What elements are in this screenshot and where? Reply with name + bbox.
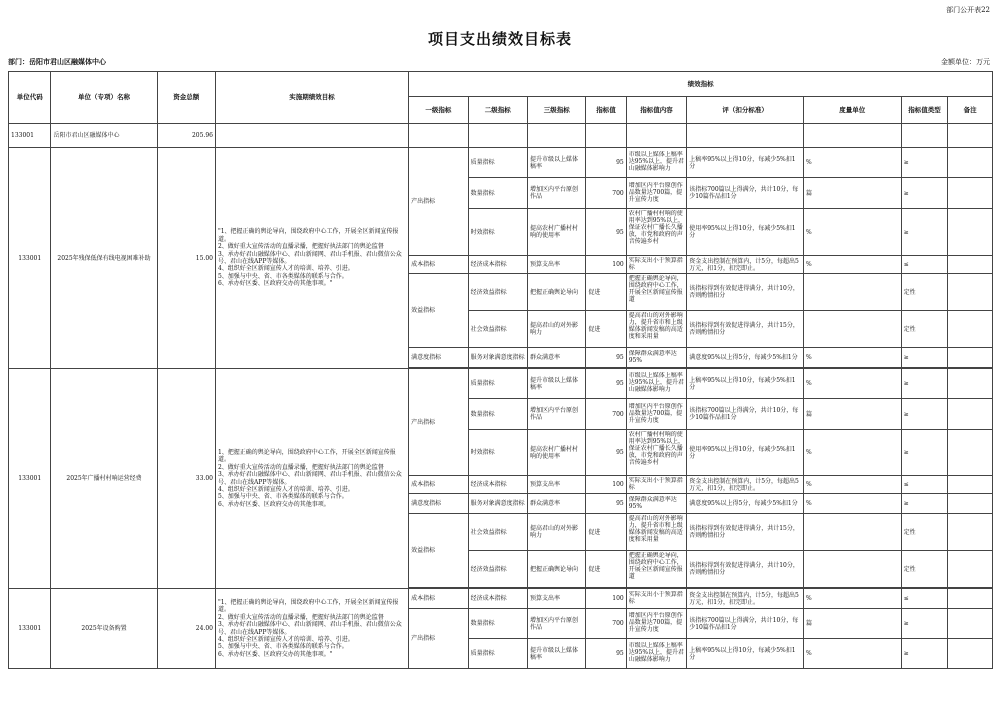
cell-val: 100: [586, 476, 626, 494]
performance-table: [8, 71, 993, 669]
cell-val: 促进: [586, 551, 626, 588]
cell-content: 增加区内平台原创作品数量达700篇，提升宣传力度: [628, 402, 683, 424]
cell-score: 该指标700篇以上得满分，共计10分，每少10篇作品扣1分: [687, 178, 804, 209]
cell-l3: 增加区内平台原创作品: [528, 399, 586, 430]
cell-measure: %: [803, 430, 901, 476]
cell-l2: 时效指标: [468, 430, 527, 476]
cell-content: 实际支出小于预算指标: [628, 257, 683, 271]
cell-name: 2025年广播村村响运营经费: [51, 369, 157, 589]
cell-val: 700: [586, 609, 626, 639]
cell-content: 市级以上媒体上稿率达95%以上，提升君山融媒体影响力: [628, 642, 685, 663]
cell-measure: [803, 514, 901, 551]
cell-l2: 服务对象满意度指标: [468, 494, 527, 514]
cell-vtype: ≥: [901, 209, 948, 256]
cell-l3: 群众满意率: [528, 494, 586, 514]
cell-content: 实际支出小于预算指标: [628, 477, 683, 491]
cell-l1: 成本指标: [409, 256, 468, 274]
cell-measure: %: [803, 348, 901, 368]
table-row: [9, 369, 993, 399]
cell-measure: [803, 274, 901, 311]
cell-score: 资金支出控制在预算内，计5分，每超出5万元，扣1分，扣完即止。: [687, 256, 804, 274]
cell-content: 实际支出小于预算指标: [628, 591, 683, 605]
cell-l1: 效益指标: [409, 274, 468, 348]
cell-l3: 预算支出率: [528, 256, 586, 274]
cell-l1: 成本指标: [409, 589, 468, 609]
cell-amount: 205.96: [157, 124, 215, 148]
cell-score: 资金支出控制在预算内，计5分，每超出5万元，扣1分，扣完即止。: [687, 476, 804, 494]
amount-unit-label: 金额单位：万元: [941, 58, 990, 66]
cell-measure: %: [803, 369, 901, 399]
cell-content: 把握正确舆论导向，围绕政府中心工作，开展全区新闻宣传报道: [628, 275, 683, 303]
cell-content: 市级以上媒体上稿率达95%以上，提升君山融媒体影响力: [628, 151, 685, 172]
cell-l2: 质量指标: [468, 369, 527, 399]
cell-val: 100: [586, 256, 626, 274]
cell-l1: 产出指标: [409, 148, 468, 256]
cell-val: 95: [586, 148, 626, 178]
col-impl: 实施期绩效目标: [215, 72, 408, 124]
col-note: 备注: [948, 97, 993, 124]
cell-l1: 产出指标: [409, 609, 468, 669]
cell-l3: 群众满意率: [528, 348, 586, 368]
cell-impl: "1、把握正确的舆论导向，围绕政府中心工作，开展全区新闻宣传报道。 2、做好重大宣传活动的直播录播，把握好执法部门的舆论监督 3、承办好君山融媒体中心、君山新闻网、君山手机报、君山微信公众号、君山在线APP等媒体。 4、组织好全区新闻宣传人才的培训、培养、引进。 5、加强与中央、省、市各类媒体的联系与合作。 6、承办好区委、区政府交办的其他事项。": [215, 148, 408, 369]
col-amount: 资金总额: [157, 72, 215, 124]
cell-l2: 经济成本指标: [468, 589, 527, 609]
cell-vtype: ≥: [901, 399, 948, 430]
cell-code: 133001: [9, 589, 51, 669]
cell-l2: 数量指标: [468, 609, 527, 639]
cell-measure: %: [803, 494, 901, 514]
department-label: 部门：岳阳市君山区融媒体中心: [8, 57, 106, 66]
cell-val: 促进: [586, 274, 626, 311]
cell-l1: 成本指标: [409, 476, 468, 494]
cell-vtype: ≤: [901, 589, 948, 609]
cell-vtype: ≥: [901, 494, 948, 514]
col-score: 评（扣分标准）: [687, 97, 804, 124]
cell-score: 使用率95%以上得10分，每减少5%扣1分: [687, 430, 804, 476]
table-row: [9, 589, 993, 609]
cell-content: 增加区内平台原创作品数量达700篇，提升宣传力度: [628, 181, 683, 203]
cell-l2: 经济成本指标: [468, 256, 527, 274]
cell-vtype: ≤: [901, 476, 948, 494]
cell-code: 133001: [9, 369, 51, 589]
cell-score: 上稿率95%以上得10分，每减少5%扣1分: [687, 148, 804, 178]
cell-l3: 提高农村广播村村响的使用率: [528, 209, 586, 256]
cell-score: 该指标700篇以上得满分，共计10分，每少10篇作品扣1分: [687, 399, 804, 430]
cell-val: 95: [586, 209, 626, 256]
cell-l3: 预算支出率: [528, 589, 586, 609]
cell-l1: 效益指标: [409, 514, 468, 588]
cell-val: 95: [586, 430, 626, 476]
cell-amount: 15.00: [157, 148, 215, 369]
cell-l3: 增加区内平台原创作品: [528, 178, 586, 209]
col-l1: 一级指标: [409, 97, 468, 124]
cell-measure: 篇: [803, 178, 901, 209]
cell-code: 133001: [9, 124, 51, 148]
cell-vtype: 定性: [901, 551, 948, 588]
cell-content: 提高君山的对外影响力，提升省市和上级媒体新闻发稿的高适度和采用量: [628, 515, 683, 543]
cell-content: 保障群众满意率达95%: [628, 350, 677, 364]
cell-l2: 质量指标: [468, 639, 527, 669]
table-row: [9, 148, 993, 178]
cell-measure: %: [803, 148, 901, 178]
form-number: 部门公开表22: [946, 6, 990, 14]
cell-l2: 数量指标: [468, 399, 527, 430]
cell-l1: 产出指标: [409, 369, 468, 476]
cell-vtype: ≥: [901, 369, 948, 399]
cell-code: 133001: [9, 148, 51, 369]
cell-val: 100: [586, 589, 626, 609]
cell-vtype: ≥: [901, 609, 948, 639]
cell-measure: %: [803, 639, 901, 669]
cell-vtype: ≥: [901, 148, 948, 178]
cell-vtype: ≥: [901, 430, 948, 476]
cell-amount: 24.00: [157, 589, 215, 669]
cell-vtype: ≥: [901, 178, 948, 209]
cell-content: 农村广播村村响的使用率达到95%以上，保证农村广播长久播放，市党和政府的声音传遍乡村: [628, 210, 685, 245]
page-title: 项目支出绩效目标表: [427, 30, 572, 48]
cell-val: 促进: [586, 514, 626, 551]
col-measure: 度量单位: [803, 97, 901, 124]
cell-l3: 提升市级以上媒体稿率: [528, 369, 586, 399]
cell-measure: 篇: [803, 609, 901, 639]
cell-amount: 33.00: [157, 369, 215, 589]
cell-content: 农村广播村村响的使用率达到95%以上，保证农村广播长久播放，市党和政府的声音传遍乡村: [628, 431, 685, 466]
col-l3: 三级指标: [528, 97, 586, 124]
cell-l3: 提高君山的对外影响力: [528, 311, 586, 348]
cell-impl: "1、把握正确的舆论导向，围绕政府中心工作，开展全区新闻宣传报道。 2、做好重大宣传活动的直播录播，把握好执法部门的舆论监督 3、承办好君山融媒体中心、君山新闻网、君山手机报、君山微信公众号、君山在线APP等媒体。 4、组织好全区新闻宣传人才的培训、培养、引进。 5、加强与中央、省、市各类媒体的联系与合作。 6、承办好区委、区政府交办的其他事项。": [215, 589, 408, 669]
cell-measure: %: [803, 209, 901, 256]
cell-vtype: 定性: [901, 311, 948, 348]
cell-content: 市级以上媒体上稿率达95%以上，提升君山融媒体影响力: [628, 372, 685, 393]
cell-name: 2025年残保低保有线电视困难补助: [51, 148, 157, 369]
cell-l2: 质量指标: [468, 148, 527, 178]
cell-val: 促进: [586, 311, 626, 348]
cell-l2: 经济效益指标: [468, 274, 527, 311]
cell-measure: %: [803, 256, 901, 274]
cell-l3: 提升市级以上媒体稿率: [528, 148, 586, 178]
cell-content: 把握正确舆论导向，围绕政府中心工作，开展全区新闻宣传报道: [628, 552, 683, 580]
cell-l2: 经济效益指标: [468, 551, 527, 588]
cell-measure: %: [803, 589, 901, 609]
cell-l2: 社会效益指标: [468, 514, 527, 551]
cell-score: 该指标得到有效促进得满分，共计15分，否则酌情扣分: [687, 514, 804, 551]
cell-l2: 社会效益指标: [468, 311, 527, 348]
cell-val: 700: [586, 178, 626, 209]
cell-l3: 预算支出率: [528, 476, 586, 494]
col-val: 指标值: [586, 97, 626, 124]
cell-l1: 满意度指标: [409, 348, 468, 368]
cell-score: 上稿率95%以上得10分，每减少5%扣1分: [687, 369, 804, 399]
cell-l3: 增加区内平台原创作品: [528, 609, 586, 639]
cell-score: 上稿率95%以上得10分，每减少5%扣1分: [687, 639, 804, 669]
col-code: 单位代码: [9, 72, 51, 124]
cell-score: 该指标得到有效促进得满分，共计15分，否则酌情扣分: [687, 311, 804, 348]
cell-val: 95: [586, 369, 626, 399]
cell-score: 满意度95%以上得5分，每减少5%扣1分: [687, 494, 804, 514]
cell-l3: 提高农村广播村村响的使用率: [528, 430, 586, 476]
cell-measure: [803, 551, 901, 588]
cell-val: 95: [586, 639, 626, 669]
col-name: 单位（专项）名称: [51, 72, 157, 124]
cell-score: 该指标700篇以上得满分，共计10分，每少10篇作品扣1分: [687, 609, 804, 639]
cell-vtype: ≥: [901, 639, 948, 669]
col-vtype: 指标值类型: [901, 97, 948, 124]
cell-l2: 经济成本指标: [468, 476, 527, 494]
cell-l2: 服务对象满意度指标: [468, 348, 527, 368]
cell-name: 岳阳市君山区融媒体中心: [51, 124, 157, 148]
cell-vtype: ≥: [901, 348, 948, 368]
col-l2: 二级指标: [468, 97, 527, 124]
cell-content: 提高君山的对外影响力，提升省市和上级媒体新闻发稿的高适度和采用量: [628, 312, 683, 340]
cell-l2: 数量指标: [468, 178, 527, 209]
cell-l3: 提升市级以上媒体稿率: [528, 639, 586, 669]
cell-vtype: 定性: [901, 274, 948, 311]
cell-l2: 时效指标: [468, 209, 527, 256]
cell-vtype: ≤: [901, 256, 948, 274]
cell-measure: %: [803, 476, 901, 494]
cell-score: 使用率95%以上得10分，每减少5%扣1分: [687, 209, 804, 256]
cell-l1: 满意度指标: [409, 494, 468, 514]
cell-score: 资金支出控制在预算内，计5分，每超出5万元，扣1分，扣完即止。: [687, 589, 804, 609]
cell-content: 增加区内平台原创作品数量达700篇，提升宣传力度: [628, 612, 683, 633]
cell-val: 700: [586, 399, 626, 430]
cell-l3: 把握正确舆论导向: [528, 551, 586, 588]
cell-l3: 提高君山的对外影响力: [528, 514, 586, 551]
cell-content: 保障群众满意率达95%: [628, 496, 677, 510]
cell-measure: 篇: [803, 399, 901, 430]
col-content: 指标值内容: [626, 97, 687, 124]
cell-impl: 1、把握正确的舆论导向，围绕政府中心工作，开展全区新闻宣传报道。 2、做好重大宣传活动的直播录播，把握好执法部门的舆论监督 3、承办好君山融媒体中心、君山新闻网、君山手机报、君山微信公众号、君山在线APP等媒体。 4、组织好全区新闻宣传人才的培训、培养、引进。 5、加强与中央、省、市各类媒体的联系与合作。 6、承办好区委、区政府交办的其他事项。: [215, 369, 408, 589]
cell-val: 95: [586, 494, 626, 514]
cell-l3: 把握正确舆论导向: [528, 274, 586, 311]
cell-vtype: 定性: [901, 514, 948, 551]
cell-score: 该指标得到有效促进得满分，共计10分，否则酌情扣分: [687, 551, 804, 588]
cell-score: 该指标得到有效促进得满分，共计10分，否则酌情扣分: [687, 274, 804, 311]
cell-val: 95: [586, 348, 626, 368]
cell-score: 满意度95%以上得5分，每减少5%扣1分: [687, 348, 804, 368]
dept-row: [9, 124, 993, 148]
col-perf: 绩效指标: [409, 72, 993, 97]
cell-name: 2025年设备购置: [51, 589, 157, 669]
cell-measure: [803, 311, 901, 348]
